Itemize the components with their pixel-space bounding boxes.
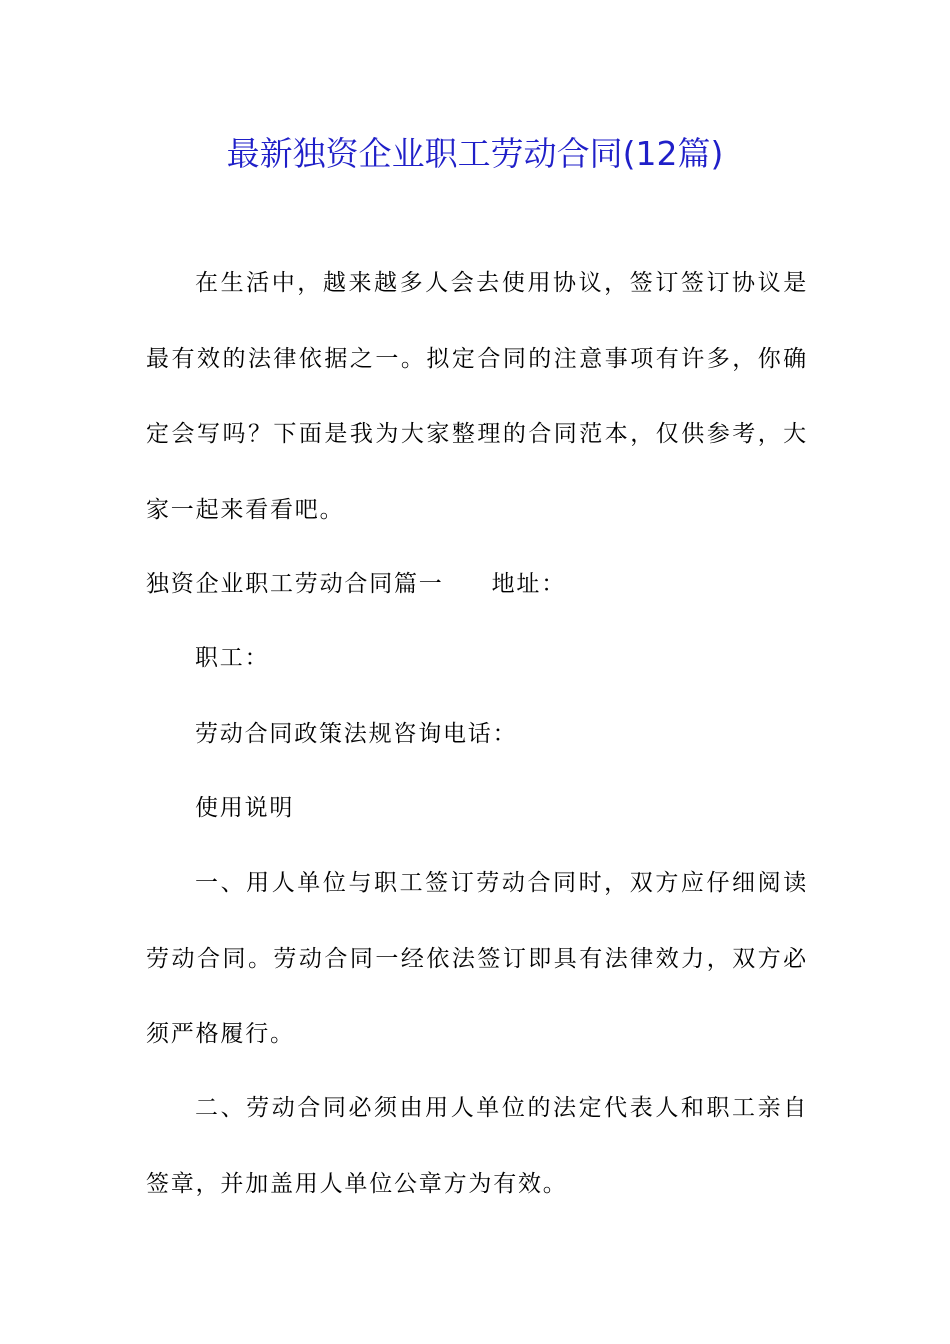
instructions-heading: 使用说明 bbox=[195, 795, 295, 821]
hotline-label: 劳动合同政策法规咨询电话： bbox=[195, 721, 518, 747]
instruction-item-1: 一、用人单位与职工签订劳动合同时，双方应仔细阅读劳动合同。劳动合同一经依法签订即具有法律效力，双方必须严格履行。 bbox=[146, 870, 808, 1047]
address-label: 地址： bbox=[491, 571, 567, 597]
section-heading: 独资企业职工劳动合同篇一 bbox=[146, 571, 444, 597]
document-title: 最新独资企业职工劳动合同(12篇) bbox=[226, 134, 724, 173]
instruction-item-2: 二、劳动合同必须由用人单位的法定代表人和职工亲自签章，并加盖用人单位公章方为有效。 bbox=[146, 1095, 808, 1197]
intro-paragraph: 在生活中，越来越多人会去使用协议，签订签订协议是最有效的法律依据之一。拟定合同的注意事项有许多，你确定会写吗？下面是我为大家整理的合同范本，仅供参考，大家一起来看看吧。 bbox=[146, 270, 808, 523]
employee-label: 职工： bbox=[195, 645, 270, 671]
section-heading-line bbox=[146, 564, 566, 604]
